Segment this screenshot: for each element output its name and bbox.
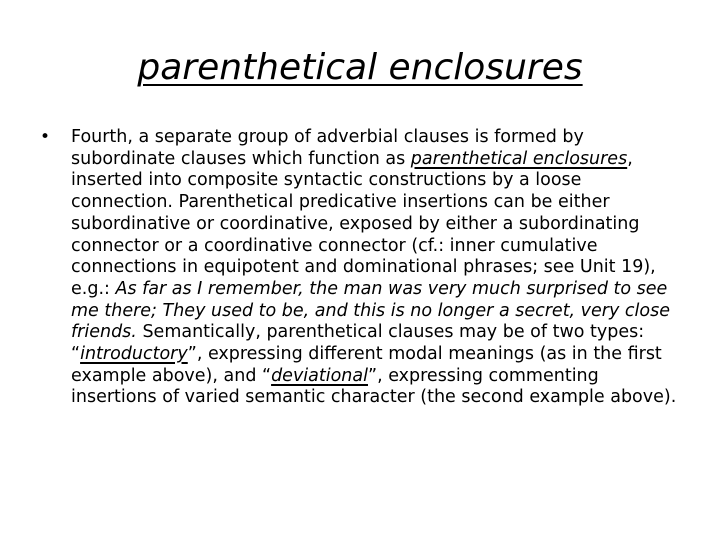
- italic-example-text: friends.: [71, 322, 137, 343]
- text-segment: connector or a coordinative connector (cf.: inner cumulative: [71, 235, 598, 256]
- bullet-marker: •: [40, 127, 51, 147]
- text-line: [71, 279, 711, 301]
- text-line: [71, 387, 711, 409]
- italic-example-text: me there; They used to be, and this is no longer a secret, very close: [71, 300, 670, 321]
- text-segment: insertions of varied semantic character (the second example above).: [71, 387, 677, 408]
- text-line: [71, 192, 711, 214]
- text-segment: example above), and “: [71, 365, 272, 386]
- underlined-term: parenthetical enclosures: [410, 148, 628, 169]
- text-line: [71, 236, 711, 258]
- underlined-term: deviational: [271, 365, 368, 386]
- text-line: [71, 366, 711, 388]
- italic-example-text: As far as I remember, the man was very much surprised to see: [115, 278, 668, 299]
- text-segment: ”, expressing commenting: [368, 365, 599, 386]
- text-line: [71, 214, 711, 236]
- text-segment: Fourth, a separate group of adverbial clauses is formed by: [71, 127, 584, 147]
- text-segment: subordinate clauses which function as: [71, 148, 411, 169]
- text-segment: connections in equipotent and dominational phrases; see Unit 19),: [71, 257, 656, 278]
- text-segment: ”, expressing different modal meanings (as in the first: [187, 344, 662, 365]
- text-segment: subordinative or coordinative, exposed by either a subordinating: [71, 213, 640, 234]
- text-segment: Semantically, parenthetical clauses may be of two types:: [136, 322, 645, 343]
- underlined-term: introductory: [80, 344, 188, 365]
- text-line: [71, 344, 711, 366]
- text-line: [71, 301, 711, 323]
- text-segment: ,: [627, 148, 633, 169]
- text-line: [71, 257, 711, 279]
- text-line: [71, 149, 711, 171]
- text-segment: connection. Parenthetical predicative insertions can be either: [71, 192, 610, 213]
- text-segment: e.g.:: [71, 278, 116, 299]
- text-segment: “: [71, 344, 81, 365]
- text-line: [71, 127, 711, 149]
- bullet-text: [71, 127, 711, 409]
- text-segment: inserted into composite syntactic constructions by a loose: [71, 170, 582, 191]
- text-line: [71, 322, 711, 344]
- slide-title: parenthetical enclosures: [137, 47, 583, 88]
- text-line: [71, 170, 711, 192]
